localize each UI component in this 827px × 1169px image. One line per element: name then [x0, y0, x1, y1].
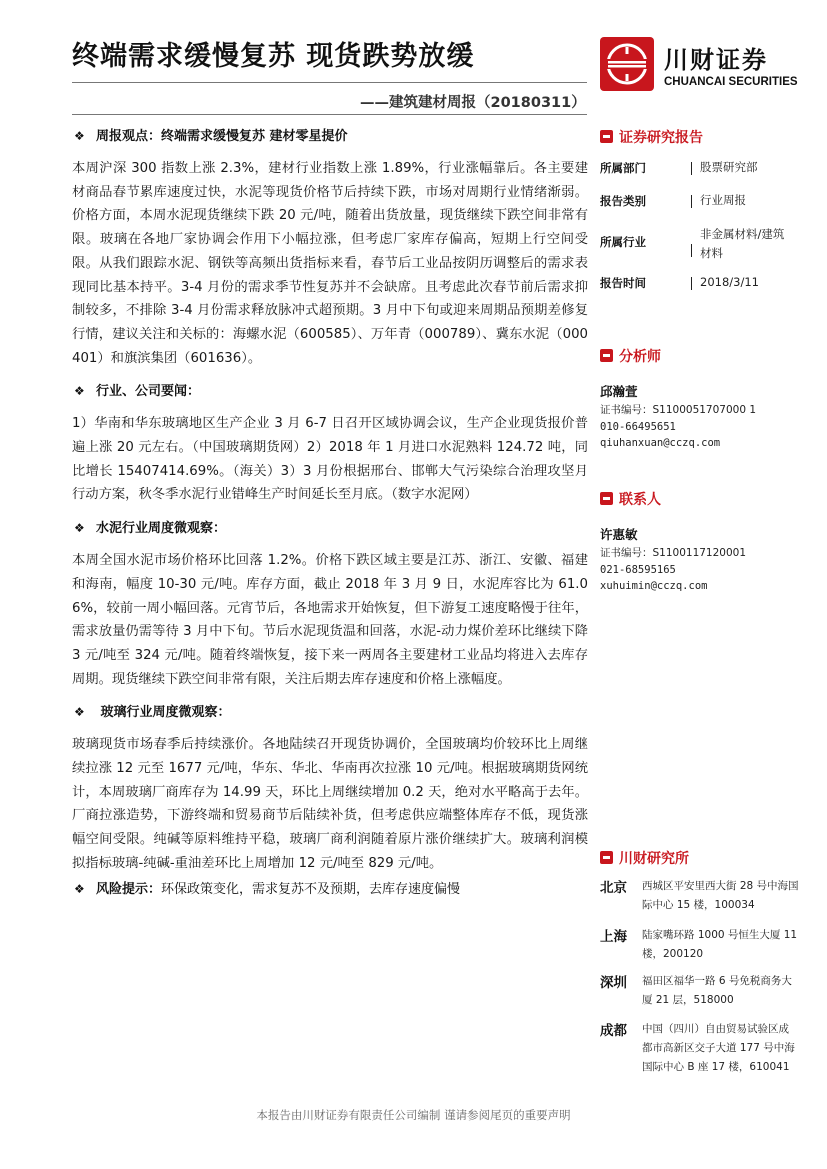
main-content — [72, 125, 588, 900]
report-subtitle: ——建筑建材周报（20180311） — [360, 95, 586, 111]
section-marker-icon — [600, 851, 613, 864]
analyst-phone: 010-66495651 — [600, 420, 676, 433]
section-heading-cement: ❖ 水泥行业周度微观察： — [72, 517, 588, 539]
sidebar-contact: 联系人 许惠敏 证书编号：S1100117120001 021-68595165 xuhuimin@cczq.com — [600, 489, 800, 595]
sidebar-institute-heading: 川财研究所 — [600, 848, 800, 870]
diamond-bullet-icon: ❖ — [74, 384, 85, 399]
diamond-bullet-icon: ❖ — [74, 881, 85, 896]
report-info-table: 所属部门 股票研究部 报告类别 行业周报 所属行业 非金属材料/建筑材料 报告时间 2018/3/11 — [600, 160, 785, 290]
title-divider — [72, 82, 587, 83]
section-body-glass: 玻璃现货市场春季后持续涨价。各地陆续召开现货协调价，全国玻璃均价较环比上周继续拉涨 12 元至 1677 元/吨，华东、华北、华南再次拉涨 10 元/吨。根据玻璃期货网统计，本周玻璃厂商库存为 14.99 天，环比上周继续增加 0.2 天，绝对水平略高于去年。厂商拉涨造势，下游终端和贸易商节后陆续补货，但考虑供应端整体库存不低，现货涨幅空间受限。纯碱等原料维持平稳，玻璃厂商利润随着原片涨价继续扩大。玻璃利润模拟指标玻璃-纯碱-重油差环比上周增加 12 元/吨至 829 元/吨。 — [72, 737, 588, 871]
section-marker-icon — [600, 492, 613, 505]
diamond-bullet-icon: ❖ — [74, 705, 85, 720]
section-body-news: 1）华南和华东玻璃地区生产企业 3 月 6-7 日召开区域协调会议，生产企业现货报价普遍上涨 20 元左右。（中国玻璃期货网）2）2018 年 1 月进口水泥熟料 124.72 吨，同比增长 15407414.69%。（海关）3）3 月份根据邢台、邯郸大气污染综合治理攻坚月行动方案，秋冬季水泥行业错峰生产时间延长至月底。（数字水泥网） — [72, 416, 588, 503]
risk-text: 环保政策变化，需求复苏不及预期，去库存速度偏慢 — [161, 881, 461, 897]
brand-name-en: CHUANCAI SECURITIES — [664, 76, 798, 88]
analyst-name: 邱瀚萱 — [600, 384, 638, 399]
page-footer: 本报告由川财证券有限责任公司编制 谨请参阅尾页的重要声明 — [256, 1108, 571, 1122]
section-body-cement: 本周全国水泥市场价格环比回落 1.2%。价格下跌区域主要是江苏、浙江、安徽、福建和海南，幅度 10-30 元/吨。库存方面，截止 2018 年 3 月 9 日，水泥库容比为 61.06%，较前一周小幅回落。元宵节后，各地需求开始恢复，但下游复工速度略慢于往年，需求放量仍需等待 3 月中下旬。节后水泥现货温和回落，水泥-动力煤价差环比继续下降 3 元/吨至 324 元/吨。随着终端恢复，接下来一两周各主要建材工业品均将进入去库存周期。现货继续下跌空间非常有限，关注后期去库存速度和价格上涨幅度。 — [72, 553, 588, 687]
sidebar-report-heading: 证券研究报告 — [600, 127, 800, 149]
section-marker-icon — [600, 130, 613, 143]
brand-name-cn: 川财证券 — [664, 46, 768, 74]
diamond-bullet-icon: ❖ — [74, 521, 85, 536]
contact-phone: 021-68595165 — [600, 563, 676, 576]
section-heading-outlook: ❖ 周报观点：终端需求缓慢复苏 建材零星提价 — [72, 125, 588, 147]
risk-warning: ❖ 风险提示：环保政策变化，需求复苏不及预期，去库存速度偏慢 — [72, 878, 588, 900]
sidebar-analyst: 分析师 邱瀚萱 证书编号：S1100051707000 1 010-66495651 qiuhanxuan@cczq.com — [600, 346, 800, 452]
office-list: 北京 西城区平安里西大街 28 号中海国际中心 15 楼，100034 上海 陆家嘴环路 1000 号恒生大厦 11 楼，200120 深圳 福田区福华一路 6 号免税商务大厦 21 层，518000 成都 中国（四川）自由贸易试验区成都市高新区交子大道 177 号中海国际中心 B 座 17 楼，610041 — [600, 880, 799, 1073]
chuancai-logo-icon — [600, 37, 654, 91]
section-marker-icon — [600, 349, 613, 362]
section-body-outlook: 本周沪深 300 指数上涨 2.3%，建材行业指数上涨 1.89%，行业涨幅靠后。各主要建材商品春节累库速度过快，水泥等现货价格节后持续下跌，市场对周期行业情绪渐弱。价格方面，本周水泥现货继续下跌 20 元/吨，随着出货放量，现货继续下跌空间非常有限。玻璃在各地厂家协调会作用下小幅拉涨，但考虑厂家库存偏高，短期上行空间受限。从我们跟踪水泥、钢铁等高频出货指标来看，春节后工业品按阴历调整后的需求表现同比基本持平。3-4 月份的需求季节性复苏并不会缺席。且考虑此次春节前后需求抑制较多，不排除 3-4 月份需求释放脉冲式超预期。3 月中下旬或迎来周期品预期差修复行情，建议关注和关标的：海螺水泥（600585）、万年青（000789）、冀东水泥（000401）和旗滨集团（601636）。 — [72, 161, 588, 366]
section-heading-news: ❖ 行业、公司要闻： — [72, 380, 588, 402]
contact-name: 许惠敏 — [600, 527, 638, 542]
diamond-bullet-icon: ❖ — [74, 129, 85, 143]
subtitle-divider — [72, 114, 587, 115]
report-title: 终端需求缓慢复苏 现货跌势放缓 — [72, 41, 475, 72]
contact-cert: 证书编号：S1100117120001 — [600, 547, 747, 559]
analyst-cert: 证书编号：S1100051707000 1 — [600, 404, 757, 416]
analyst-email[interactable]: qiuhanxuan@cczq.com — [600, 437, 721, 449]
contact-email[interactable]: xuhuimin@cczq.com — [600, 580, 708, 592]
section-heading-glass: ❖ 玻璃行业周度微观察： — [72, 701, 588, 723]
